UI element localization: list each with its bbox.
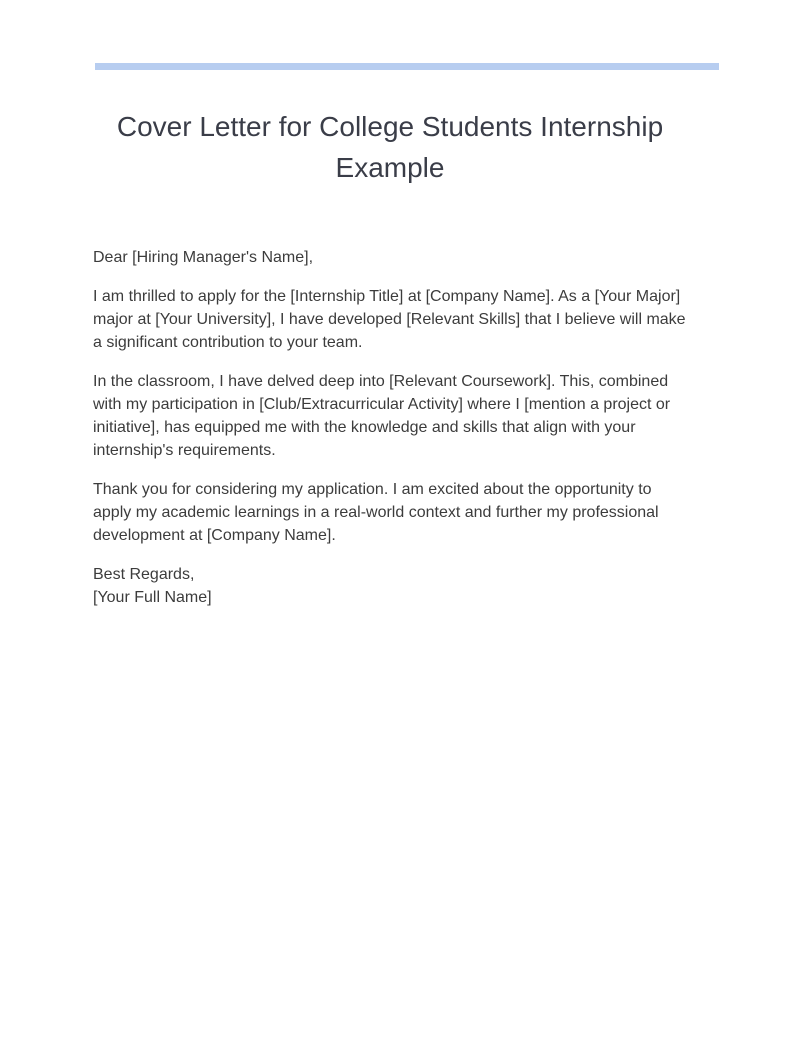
salutation: Dear [Hiring Manager's Name], [93,249,314,266]
signoff [93,563,693,609]
document-title: Cover Letter for College Students Internship Example [116,111,664,183]
header-accent-rule [95,63,719,70]
letter-body [93,246,693,625]
signature-name: [Your Full Name] [93,589,212,606]
paragraph-coursework: In the classroom, I have delved deep into [Relevant Coursework]. This, combined with my participation in [Club/Extracurricular Activity] where I [mention a project or initiative], has equipped me with the knowledge and skills that align with your internship's requirements. [93,373,671,459]
closing-line: Best Regards, [93,566,195,583]
paragraph-intro: I am thrilled to apply for the [Internship Title] at [Company Name]. As a [Your Major] major at [Your University], I have developed [Relevant Skills] that I believe will make a significant contribution to your team. [93,288,686,351]
paragraph-closing: Thank you for considering my application. I am excited about the opportunity to apply my academic learnings in a real-world context and further my professional development at [Company Name]. [93,481,659,544]
